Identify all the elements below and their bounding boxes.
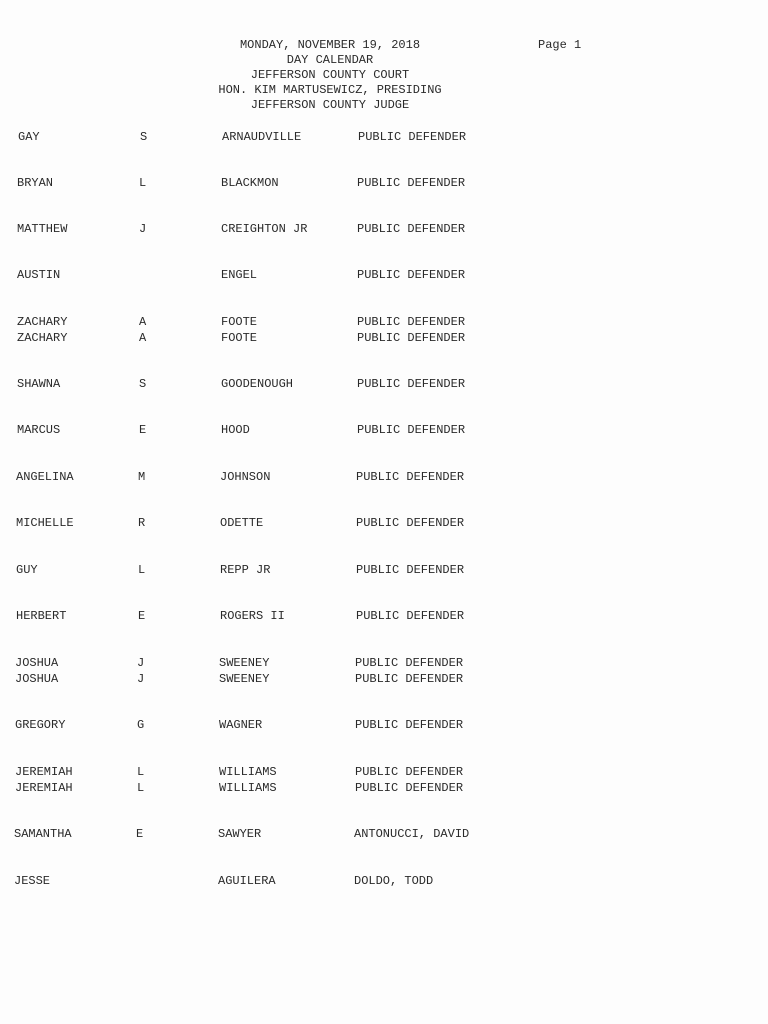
calendar-entry [0, 718, 767, 734]
defendant-last-name: BLACKMON [221, 176, 279, 190]
defendant-first-name: SHAWNA [17, 377, 61, 391]
defendant-row [0, 516, 768, 532]
defendant-middle-initial: A [139, 315, 147, 329]
defendant-row [0, 609, 768, 625]
defense-attorney: PUBLIC DEFENDER [357, 377, 466, 391]
defendant-last-name: WILLIAMS [219, 780, 277, 795]
defendant-first-name: MATTHEW [17, 222, 68, 236]
defense-attorney: PUBLIC DEFENDER [357, 330, 466, 345]
defendant-middle-initial: E [138, 609, 146, 623]
defendant-last-name: FOOTE [221, 315, 258, 329]
defendant-first-name: GAY [18, 130, 40, 144]
defense-attorney: PUBLIC DEFENDER [357, 222, 466, 236]
calendar-entry [0, 656, 767, 687]
defendant-row [1, 331, 768, 347]
defendant-last-name: ENGEL [221, 268, 258, 282]
defendant-row [1, 176, 768, 192]
defendant-first-name: MICHELLE [16, 516, 74, 530]
defendant-row [0, 470, 768, 486]
defendant-last-name: AGUILERA [218, 874, 276, 888]
calendar-entry [0, 765, 767, 796]
defense-attorney: PUBLIC DEFENDER [355, 656, 464, 670]
defendant-row [1, 315, 768, 331]
presiding-judge: HON. KIM MARTUSEWICZ, PRESIDING [218, 83, 442, 97]
defendant-first-name: GUY [16, 563, 38, 577]
defendant-last-name: CREIGHTON JR [221, 222, 308, 236]
defendant-last-name: HOOD [221, 423, 250, 437]
defendant-middle-initial: S [140, 130, 148, 144]
defendant-first-name: AUSTIN [17, 268, 61, 282]
defense-attorney: PUBLIC DEFENDER [355, 671, 464, 686]
defendant-middle-initial: E [139, 423, 147, 437]
defendant-row [0, 874, 766, 890]
defendant-row [0, 827, 766, 843]
defendant-last-name: SAWYER [218, 827, 262, 841]
defendant-last-name: GOODENOUGH [221, 377, 294, 391]
defendant-last-name: ARNAUDVILLE [222, 130, 302, 144]
defendant-last-name: WAGNER [219, 718, 263, 732]
defendant-middle-initial: E [136, 827, 144, 841]
defendant-middle-initial: J [137, 671, 145, 686]
defendant-row [1, 377, 768, 393]
defendant-first-name: ANGELINA [16, 470, 74, 484]
defense-attorney: PUBLIC DEFENDER [356, 609, 465, 623]
defense-attorney: PUBLIC DEFENDER [356, 470, 465, 484]
defense-attorney: PUBLIC DEFENDER [356, 516, 465, 530]
defendant-first-name: SAMANTHA [14, 827, 72, 841]
defendant-middle-initial: L [139, 176, 147, 190]
calendar-entry [1, 315, 768, 346]
defendant-first-name: ZACHARY [17, 315, 68, 329]
defendant-middle-initial: G [137, 718, 145, 732]
defendant-middle-initial: M [138, 470, 146, 484]
calendar-entry [1, 377, 768, 393]
defense-attorney: PUBLIC DEFENDER [355, 718, 464, 732]
defense-attorney: PUBLIC DEFENDER [357, 268, 466, 282]
defense-attorney: ANTONUCCI, DAVID [354, 827, 470, 841]
defense-attorney: PUBLIC DEFENDER [355, 765, 464, 779]
defendant-last-name: ROGERS II [220, 609, 285, 623]
defendant-last-name: WILLIAMS [219, 765, 277, 779]
defendant-first-name: BRYAN [17, 176, 54, 190]
defense-attorney: DOLDO, TODD [354, 874, 434, 888]
calendar-entry [0, 827, 766, 843]
court-name: JEFFERSON COUNTY COURT [250, 68, 410, 82]
defense-attorney: PUBLIC DEFENDER [356, 563, 465, 577]
defendant-first-name: ZACHARY [17, 330, 68, 345]
defendant-row [0, 656, 767, 672]
defendant-middle-initial: L [138, 563, 146, 577]
defense-attorney: PUBLIC DEFENDER [357, 176, 466, 190]
calendar-entry [1, 222, 768, 238]
defendant-row [0, 718, 767, 734]
defendant-first-name: GREGORY [15, 718, 66, 732]
defendant-middle-initial: J [137, 656, 145, 670]
defendant-first-name: HERBERT [16, 609, 67, 623]
judge-title: JEFFERSON COUNTY JUDGE [250, 98, 410, 112]
defendant-first-name: MARCUS [17, 423, 61, 437]
calendar-entry [1, 176, 768, 192]
defense-attorney: PUBLIC DEFENDER [358, 130, 467, 144]
calendar-entry [0, 609, 768, 625]
defendant-first-name: JOSHUA [15, 671, 59, 686]
calendar-title: DAY CALENDAR [286, 53, 374, 67]
defendant-last-name: JOHNSON [220, 470, 271, 484]
defendant-last-name: ODETTE [220, 516, 264, 530]
defendant-row [1, 423, 768, 439]
defendant-first-name: JEREMIAH [15, 765, 73, 779]
defendant-row [0, 781, 767, 797]
defendant-row [1, 222, 768, 238]
defendant-middle-initial: J [139, 222, 147, 236]
defendant-last-name: SWEENEY [219, 656, 270, 670]
defense-attorney: PUBLIC DEFENDER [357, 315, 466, 329]
calendar-entry [2, 130, 768, 146]
defendant-row [2, 130, 768, 146]
defendant-first-name: JEREMIAH [15, 780, 73, 795]
calendar-entry [0, 874, 766, 890]
defense-attorney: PUBLIC DEFENDER [357, 423, 466, 437]
calendar-entry [0, 470, 768, 486]
calendar-entry [0, 563, 768, 579]
defendant-last-name: FOOTE [221, 330, 258, 345]
defendant-first-name: JOSHUA [15, 656, 59, 670]
defendant-middle-initial: L [137, 765, 145, 779]
defendant-middle-initial: L [137, 780, 145, 795]
defendant-row [0, 563, 768, 579]
defendant-middle-initial: A [139, 330, 147, 345]
page-number: Page 1 [538, 38, 582, 52]
calendar-date: MONDAY, NOVEMBER 19, 2018 [239, 38, 421, 52]
defense-attorney: PUBLIC DEFENDER [355, 780, 464, 795]
defendant-row [1, 268, 768, 284]
defendant-last-name: REPP JR [220, 563, 271, 577]
defendant-row [0, 672, 767, 688]
defendant-middle-initial: R [138, 516, 146, 530]
calendar-entry [1, 423, 768, 439]
defendant-last-name: SWEENEY [219, 671, 270, 686]
defendant-row [0, 765, 767, 781]
calendar-entry [0, 516, 768, 532]
defendant-first-name: JESSE [14, 874, 51, 888]
calendar-entry [1, 268, 768, 284]
defendant-middle-initial: S [139, 377, 147, 391]
